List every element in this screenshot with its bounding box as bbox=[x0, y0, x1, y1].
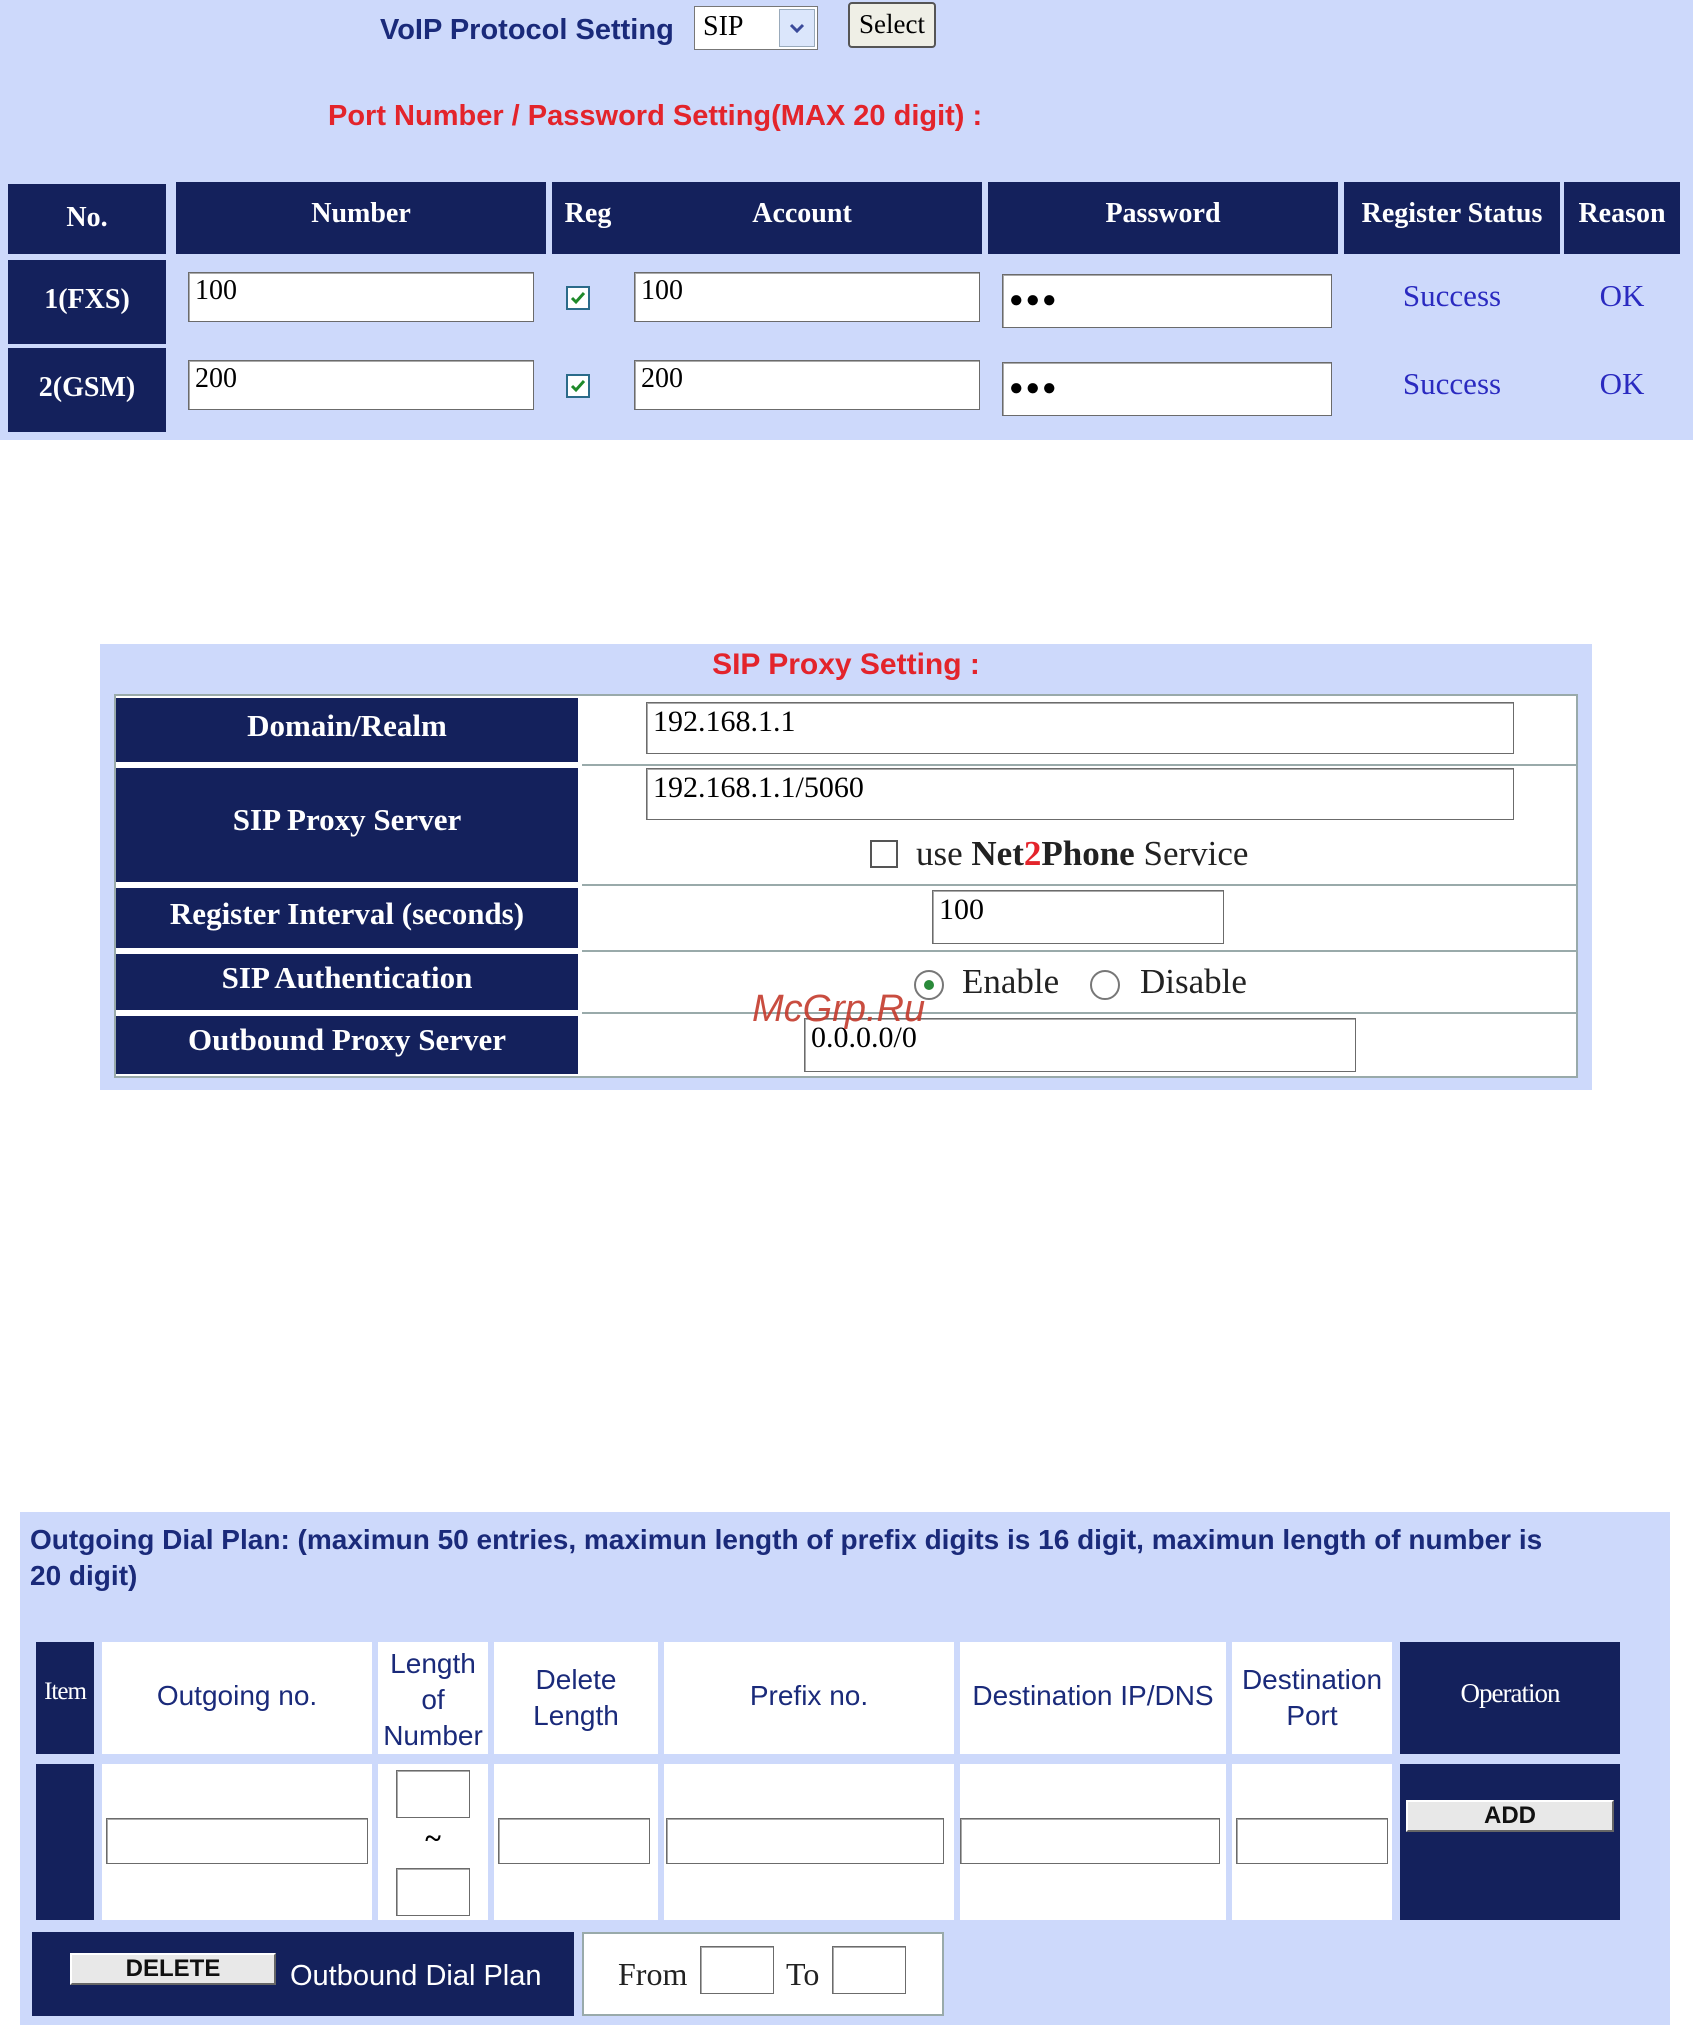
prefix-no-input[interactable] bbox=[666, 1818, 944, 1864]
password-input[interactable]: ●●● bbox=[1002, 362, 1332, 416]
port-table bbox=[8, 180, 1680, 436]
account-input[interactable]: 100 bbox=[634, 272, 980, 322]
row-divider bbox=[582, 1012, 1576, 1014]
protocol-label: VoIP Protocol Setting bbox=[380, 14, 674, 46]
delete-length-header-line1: Delete bbox=[535, 1664, 617, 1695]
net2phone-two-text: 2 bbox=[1023, 834, 1042, 873]
length-max-input[interactable] bbox=[396, 1868, 470, 1916]
password-input[interactable]: ●●● bbox=[1002, 274, 1332, 328]
net2phone-checkbox[interactable] bbox=[870, 840, 898, 868]
delete-button[interactable]: DELETE bbox=[70, 1953, 276, 1985]
proxy-server-input[interactable]: 192.168.1.1/5060 bbox=[646, 768, 1514, 820]
domain-label-cell: Domain/Realm bbox=[116, 698, 578, 762]
length-header-line1: Length bbox=[390, 1648, 476, 1679]
col-header-dest-ip: Destination IP/DNS bbox=[960, 1642, 1226, 1754]
dialplan-title bbox=[30, 1522, 1670, 1594]
auth-disable-label: Disable bbox=[1140, 962, 1247, 1001]
col-header-operation: Operation bbox=[1400, 1642, 1620, 1754]
col-header-reason: Reason bbox=[1564, 182, 1680, 254]
row-divider bbox=[582, 950, 1576, 952]
auth-disable-radio[interactable] bbox=[1090, 970, 1120, 1000]
radio-dot-icon bbox=[924, 980, 934, 990]
auth-enable-label: Enable bbox=[962, 962, 1060, 1001]
protocol-select[interactable] bbox=[694, 6, 818, 50]
col-header-number: Number bbox=[176, 182, 546, 254]
port-section-title: Port Number / Password Setting(MAX 20 digit) : bbox=[328, 100, 983, 132]
register-interval-input[interactable]: 100 bbox=[932, 890, 1224, 944]
to-label: To bbox=[786, 1956, 820, 1992]
net2phone-phone-text: Phone bbox=[1041, 834, 1135, 873]
col-header-item: Item bbox=[36, 1642, 94, 1754]
from-label: From bbox=[618, 1956, 688, 1992]
number-input[interactable]: 200 bbox=[188, 360, 534, 410]
row-no-label: 2(GSM) bbox=[8, 348, 166, 432]
watermark: McGrp.Ru bbox=[752, 988, 926, 1030]
length-header-line3: Number bbox=[383, 1720, 483, 1751]
length-header-line2: of bbox=[421, 1684, 445, 1715]
col-header-reg: Reg bbox=[552, 182, 624, 254]
destination-port-input[interactable] bbox=[1236, 1818, 1388, 1864]
reg-checkbox[interactable] bbox=[566, 374, 590, 398]
row-no-label: 1(FXS) bbox=[8, 260, 166, 344]
dialplan-title-line2: 20 digit) bbox=[30, 1560, 138, 1591]
item-cell bbox=[36, 1764, 94, 1920]
col-header-prefix: Prefix no. bbox=[664, 1642, 954, 1754]
reason: OK bbox=[1599, 278, 1645, 313]
destination-ip-input[interactable] bbox=[960, 1818, 1220, 1864]
net2phone-label bbox=[916, 834, 1248, 874]
net2phone-use-text: use bbox=[916, 834, 972, 873]
col-header-delete-length bbox=[494, 1642, 658, 1754]
outgoing-no-input[interactable] bbox=[106, 1818, 368, 1864]
sip-proxy-title: SIP Proxy Setting : bbox=[712, 648, 980, 681]
from-input[interactable] bbox=[700, 1946, 774, 1994]
domain-input[interactable]: 192.168.1.1 bbox=[646, 702, 1514, 754]
delete-length-input[interactable] bbox=[498, 1818, 650, 1864]
row-divider bbox=[582, 764, 1576, 766]
length-min-input[interactable] bbox=[396, 1770, 470, 1818]
net2phone-net-text: Net bbox=[971, 834, 1024, 873]
length-range-separator: ~ bbox=[425, 1822, 441, 1855]
dest-port-header-line1: Destination bbox=[1241, 1664, 1383, 1695]
col-header-dest-port bbox=[1232, 1642, 1392, 1754]
outbound-proxy-input[interactable]: 0.0.0.0/0 bbox=[804, 1018, 1356, 1072]
outbound-dial-plan-label: Outbound Dial Plan bbox=[290, 1960, 542, 1992]
dialplan-title-line1: Outgoing Dial Plan: (maximun 50 entries, maximun length of prefix digits is 16 digit, maximun length of number is bbox=[30, 1524, 1543, 1555]
protocol-select-value: SIP bbox=[703, 11, 744, 42]
register-status: Success bbox=[1402, 278, 1502, 313]
interval-label-cell: Register Interval (seconds) bbox=[116, 888, 578, 948]
to-input[interactable] bbox=[832, 1946, 906, 1994]
auth-label-cell: SIP Authentication bbox=[116, 954, 578, 1010]
number-input[interactable]: 100 bbox=[188, 272, 534, 322]
chevron-down-icon[interactable] bbox=[779, 9, 815, 47]
row-divider bbox=[582, 884, 1576, 886]
col-header-register-status: Register Status bbox=[1344, 182, 1560, 254]
net2phone-service-text: Service bbox=[1134, 834, 1249, 873]
reason: OK bbox=[1599, 366, 1645, 401]
col-header-outgoing: Outgoing no. bbox=[102, 1642, 372, 1754]
add-button[interactable]: ADD bbox=[1406, 1800, 1614, 1832]
operation-cell bbox=[1400, 1764, 1620, 1920]
outbound-label-cell: Outbound Proxy Server bbox=[116, 1016, 578, 1074]
col-header-length bbox=[378, 1642, 488, 1754]
select-button[interactable]: Select bbox=[848, 2, 936, 48]
col-header-password: Password bbox=[988, 182, 1338, 254]
register-status: Success bbox=[1402, 366, 1502, 401]
account-input[interactable]: 200 bbox=[634, 360, 980, 410]
col-header-no: No. bbox=[8, 184, 166, 254]
dest-port-header-line2: Port bbox=[1286, 1700, 1338, 1731]
delete-length-header-line2: Length bbox=[533, 1700, 619, 1731]
proxy-server-label-cell: SIP Proxy Server bbox=[116, 768, 578, 882]
col-header-account: Account bbox=[622, 182, 982, 254]
reg-checkbox[interactable] bbox=[566, 286, 590, 310]
